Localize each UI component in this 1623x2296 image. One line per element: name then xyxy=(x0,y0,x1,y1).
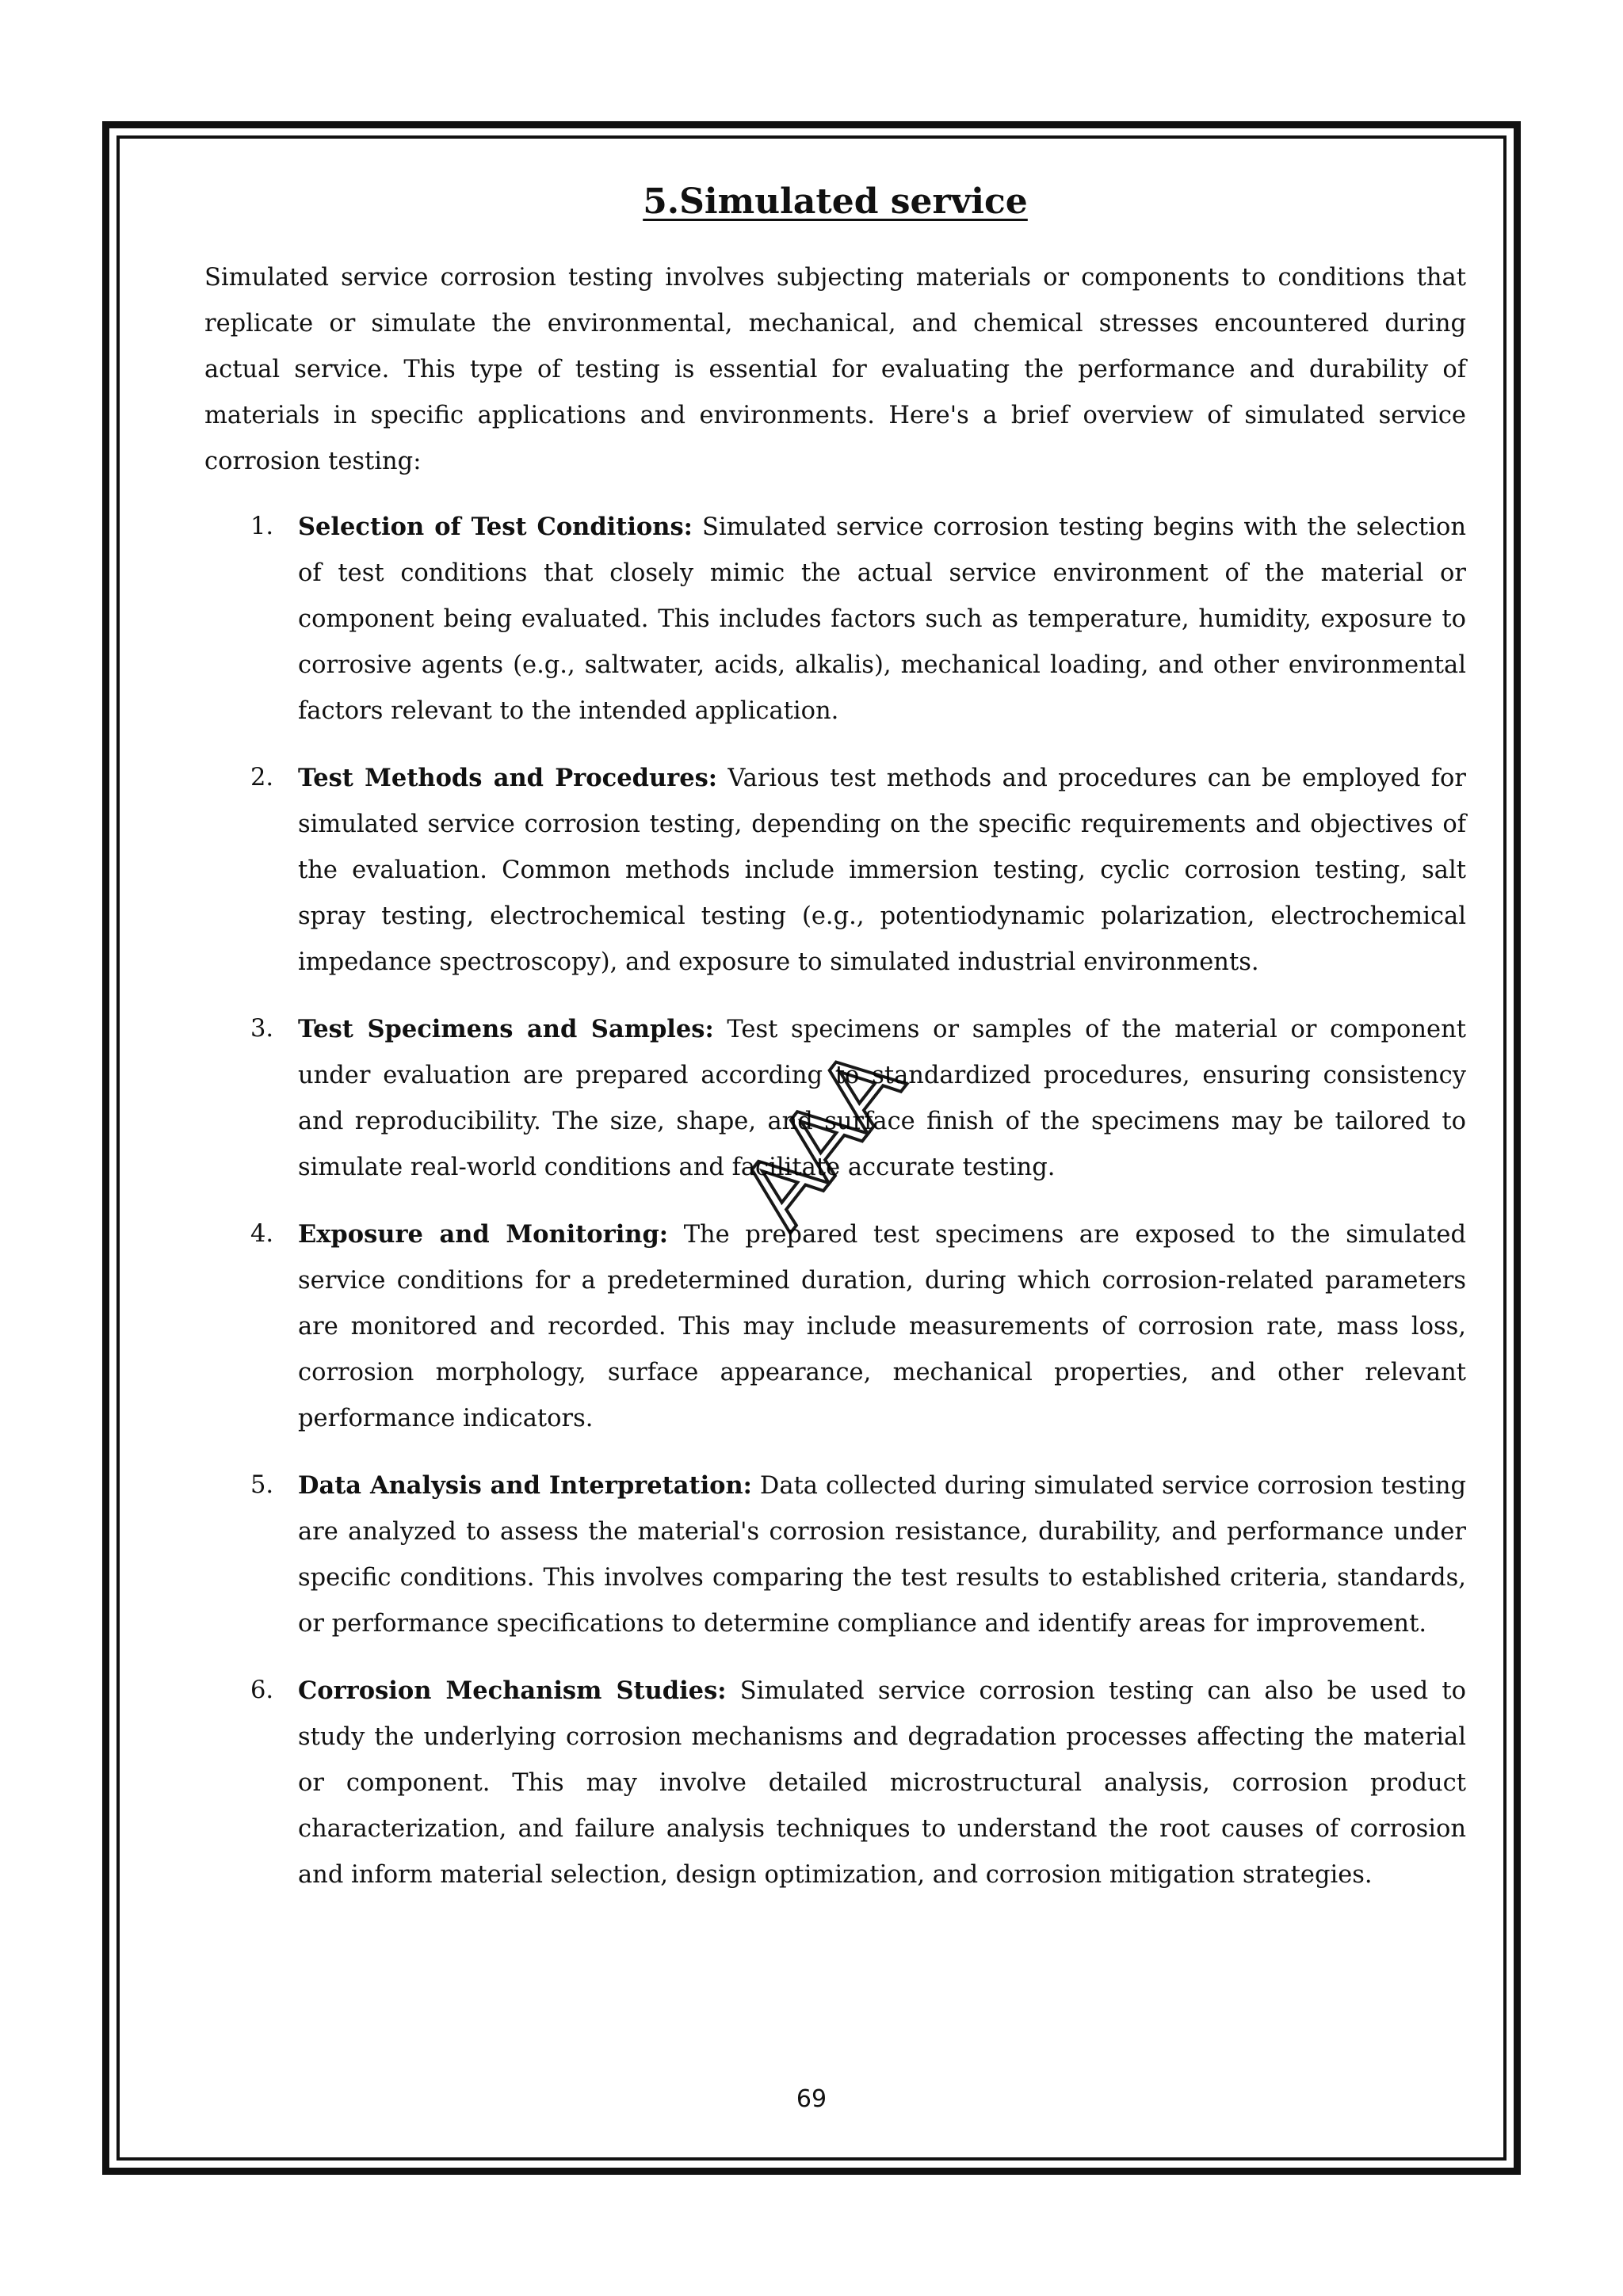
page-content xyxy=(204,176,1466,1919)
list-item-heading: Data Analysis and Interpretation: xyxy=(298,1471,752,1500)
page-number: 69 xyxy=(796,2085,827,2113)
list-item-text: Data collected during simulated service corrosion testing are analyzed to assess the material's corrosion resistance, durability, and performance under specific conditions. This involves comparing the test results to established criteria, standards, or performance specifications to determine compliance and identify areas for improvement. xyxy=(298,1472,1466,1638)
list-item xyxy=(204,755,1466,986)
watermark: AAA xyxy=(720,1033,923,1249)
list-item xyxy=(204,1006,1466,1191)
list-item-number: 1. xyxy=(250,513,274,540)
page-title: 5.Simulated service xyxy=(643,181,1028,222)
list-item-number: 5. xyxy=(250,1471,274,1499)
list-item-number: 3. xyxy=(250,1015,274,1043)
list-item xyxy=(204,1668,1466,1898)
list-item-text: Simulated service corrosion testing begins with the selection of test conditions that closely mimic the actual service environment of the material or component being evaluated. This includes factors such as temperature, humidity, exposure to corrosive agents (e.g., saltwater, acids, alkalis), mechanical loading, and other environmental factors relevant to the intended application. xyxy=(298,513,1466,725)
list-item-heading: Test Methods and Procedures: xyxy=(298,764,718,792)
list-item-text: Various test methods and procedures can be employed for simulated service corrosion testing, depending on the specific requirements and objectives of the evaluation. Common methods include immersion testing, cyclic corrosion testing, salt spray testing, electrochemical testing (e.g., potentiodynamic polarization, electrochemical impedance spectroscopy), and exposure to simulated industrial environments. xyxy=(298,765,1466,976)
list-item-number: 6. xyxy=(250,1676,274,1704)
list-item-heading: Corrosion Mechanism Studies: xyxy=(298,1676,727,1705)
list-item-text: Simulated service corrosion testing can also be used to study the underlying corrosion mechanisms and degradation processes affecting the material or component. This may involve detailed microstructural analysis, corrosion product characterization, and failure analysis techniques to understand the root causes of corrosion and inform material selection, design optimization, and corrosion mitigation strategies. xyxy=(298,1677,1467,1889)
list-item xyxy=(204,1211,1466,1442)
numbered-list xyxy=(204,504,1466,1898)
list-item-number: 2. xyxy=(250,764,274,791)
list-item-heading: Test Specimens and Samples: xyxy=(298,1015,714,1043)
list-item-text: The prepared test specimens are exposed to the simulated service conditions for a predetermined duration, during which corrosion-related parameters are monitored and recorded. This may include measurements of corrosion rate, mass loss, corrosion morphology, surface appearance, mechanical properties, and other relevant performance indicators. xyxy=(298,1221,1466,1432)
list-item-number: 4. xyxy=(250,1220,274,1248)
list-item xyxy=(204,504,1466,734)
list-item-heading: Exposure and Monitoring: xyxy=(298,1220,669,1249)
list-item-text: Test specimens or samples of the material or component under evaluation are prepared according to standardized procedures, ensuring consistency and reproducibility. The size, shape, and surface finish of the specimens may be tailored to simulate real-world conditions and facilitate accurate testing. xyxy=(298,1016,1466,1181)
list-item xyxy=(204,1463,1466,1647)
intro-paragraph: Simulated service corrosion testing involves subjecting materials or components to conditions that replicate or simulate the environmental, mechanical, and chemical stresses encountered during actual service. This type of testing is essential for evaluating the performance and durability of materials in specific applications and environments. Here's a brief overview of simulated service corrosion testing: xyxy=(204,264,1466,475)
list-item-heading: Selection of Test Conditions: xyxy=(298,513,693,541)
